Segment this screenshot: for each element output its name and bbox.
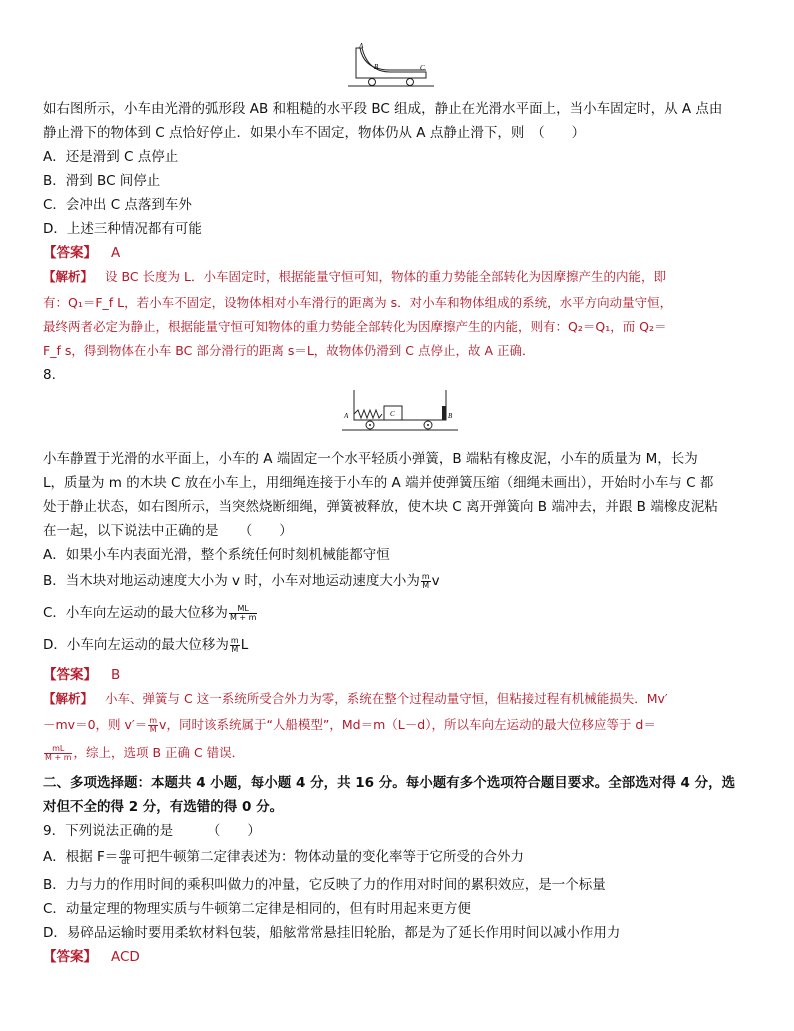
answer-tag: 【答案】 [43,949,97,965]
q8-answer [43,666,120,684]
fig-label-c: C [420,64,425,72]
fraction: $\frac{mL}{M + m}$ [45,744,72,762]
q8-stem-line4: 在一起，以下说法中正确的是 （ ） [43,523,293,539]
fig-label-c: C [390,410,395,418]
q7-figure [346,40,436,92]
q7-option-d: D．上述三种情况都有可能 [43,221,202,237]
q9-option-a: A．根据 F＝ $\frac{dp}{dt}$ 可把牛顿第二定律表述为：物体动量的变化率等于它所受的合外力 [43,847,524,866]
section2-header-line2: 对但不全的得 2 分，有选错的得 0 分。 [43,799,284,815]
q9-stem: 9．下列说法正确的是 （ ） [43,823,261,839]
q7-explain-line1 [43,268,666,286]
fig-label-b: B [448,412,453,420]
q9-option-c: C．动量定理的物理实质与牛顿第二定律是相同的，但有时用起来更方便 [43,901,471,917]
answer-value: B [111,667,121,683]
q8-option-a: A．如果小车内表面光滑，整个系统任何时刻机械能都守恒 [43,547,390,563]
q8-stem-line3: 处于静止状态，如右图所示，当突然烧断细绳，弹簧被释放，使木块 C 离开弹簧向 B 端冲去，并跟 B 端橡皮泥粘 [43,499,718,515]
q9-option-b: B．力与力的作用时间的乘积叫做力的冲量，它反映了力的作用对时间的累积效应，是一个标量 [43,877,606,893]
q9-option-d: D．易碎品运输时要用柔软材料包装，船舷常常悬挂旧轮胎，都是为了延长作用时间以减小作用力 [43,925,621,941]
answer-tag: 【答案】 [43,667,97,683]
fig-label-b: B [374,63,379,71]
q8-option-b: B．当木块对地运动速度大小为 v 时，小车对地运动速度大小为 $\frac{m}{M}$ v [43,571,440,590]
q7-explain-line4: F_f s，得到物体在小车 BC 部分滑行的距离 s＝L，故物体仍滑到 C 点停止，故 A 正确． [43,343,535,358]
q8-stem-line1: 小车静置于光滑的水平面上，小车的 A 端固定一个水平轻质小弹簧，B 端粘有橡皮泥，小车的质量为 M，长为 [43,451,698,467]
q7-explain-line3: 最终两者必定为静止，根据能量守恒可知物体的重力势能全部转化为因摩擦产生的内能，则有：Q₂＝Q₁，而 Q₂＝ [43,319,667,334]
answer-value: ACD [111,949,140,965]
explain-tag: 【解析】 [43,691,94,706]
explain-tag: 【解析】 [43,269,94,284]
fig-label-a: A [359,42,364,50]
explain-text: 设 BC 长度为 L．小车固定时，根据能量守恒可知，物体的重力势能全部转化为因摩擦产生的内能，即 [105,269,666,284]
fraction: $\frac{m}{M}$ [421,571,430,590]
fraction: $\frac{m}{M}$ [149,716,158,734]
q7-option-a: A．还是滑到 C 点停止 [43,149,179,165]
q9-answer [43,948,140,966]
answer-value: A [111,245,121,261]
q8-option-c: C．小车向左运动的最大位移为 $\frac{ML}{M + m}$ [43,603,257,622]
q7-stem-line2: 静止滑下的物体到 C 点恰好停止．如果小车不固定，物体仍从 A 点静止滑下，则 （ ） [43,125,586,141]
q7-option-c: C．会冲出 C 点落到车外 [43,197,192,213]
q8-number: 8. [43,367,56,383]
section2-header-line1: 二、多项选择题：本题共 4 小题，每小题 4 分，共 16 分。每小题有多个选项符合题目要求。全部选对得 4 分，选 [43,775,736,791]
q7-option-b: B．滑到 BC 间停止 [43,173,161,189]
wheel-left [369,79,376,86]
q8-stem-line2: L，质量为 m 的木块 C 放在小车上，用细绳连接于小车的 A 端并使弹簧压缩（细绳未画出），开始时小车与 C 都 [43,475,714,491]
cart-body [356,48,426,78]
fraction: $\frac{ML}{M + m}$ [229,603,257,622]
wheel-right [407,79,414,86]
fig-label-a: A [344,412,349,420]
q8-figure [340,384,460,440]
spring [354,410,382,418]
q8-option-d: D．小车向左运动的最大位移为 $\frac{m}{M}$ L [43,635,249,654]
mud-block [442,406,446,420]
fraction: $\frac{dp}{dt}$ [120,847,131,866]
q7-answer [43,244,120,262]
q7-explain-line2: 有：Q₁＝F_f L，若小车不固定，设物体相对小车滑行的距离为 s．对小车和物体组成的系统，水平方向动量守恒， [43,295,673,310]
q8-explain-line3: $\frac{mL}{M + m}$ ，综上，选项 B 正确 C 错误． [45,744,245,762]
answer-tag: 【答案】 [43,245,97,261]
q8-explain-line1 [43,690,668,708]
explain-text: 小车、弹簧与 C 这一系统所受合外力为零，系统在整个过程动量守恒，但粘接过程有机械能损失．Mv′ [105,691,668,706]
q8-explain-line2: －mv＝0，则 v′＝ $\frac{m}{M}$ v，同时该系统属于“人船模型”，Md＝m（L－d），所以车向左运动的最大位移应等于 d＝ [43,716,656,734]
fraction: $\frac{m}{M}$ [230,635,239,654]
q7-stem-line1: 如右图所示，小车由光滑的弧形段 AB 和粗糙的水平段 BC 组成，静止在光滑水平面上，当小车固定时，从 A 点由 [43,101,723,117]
